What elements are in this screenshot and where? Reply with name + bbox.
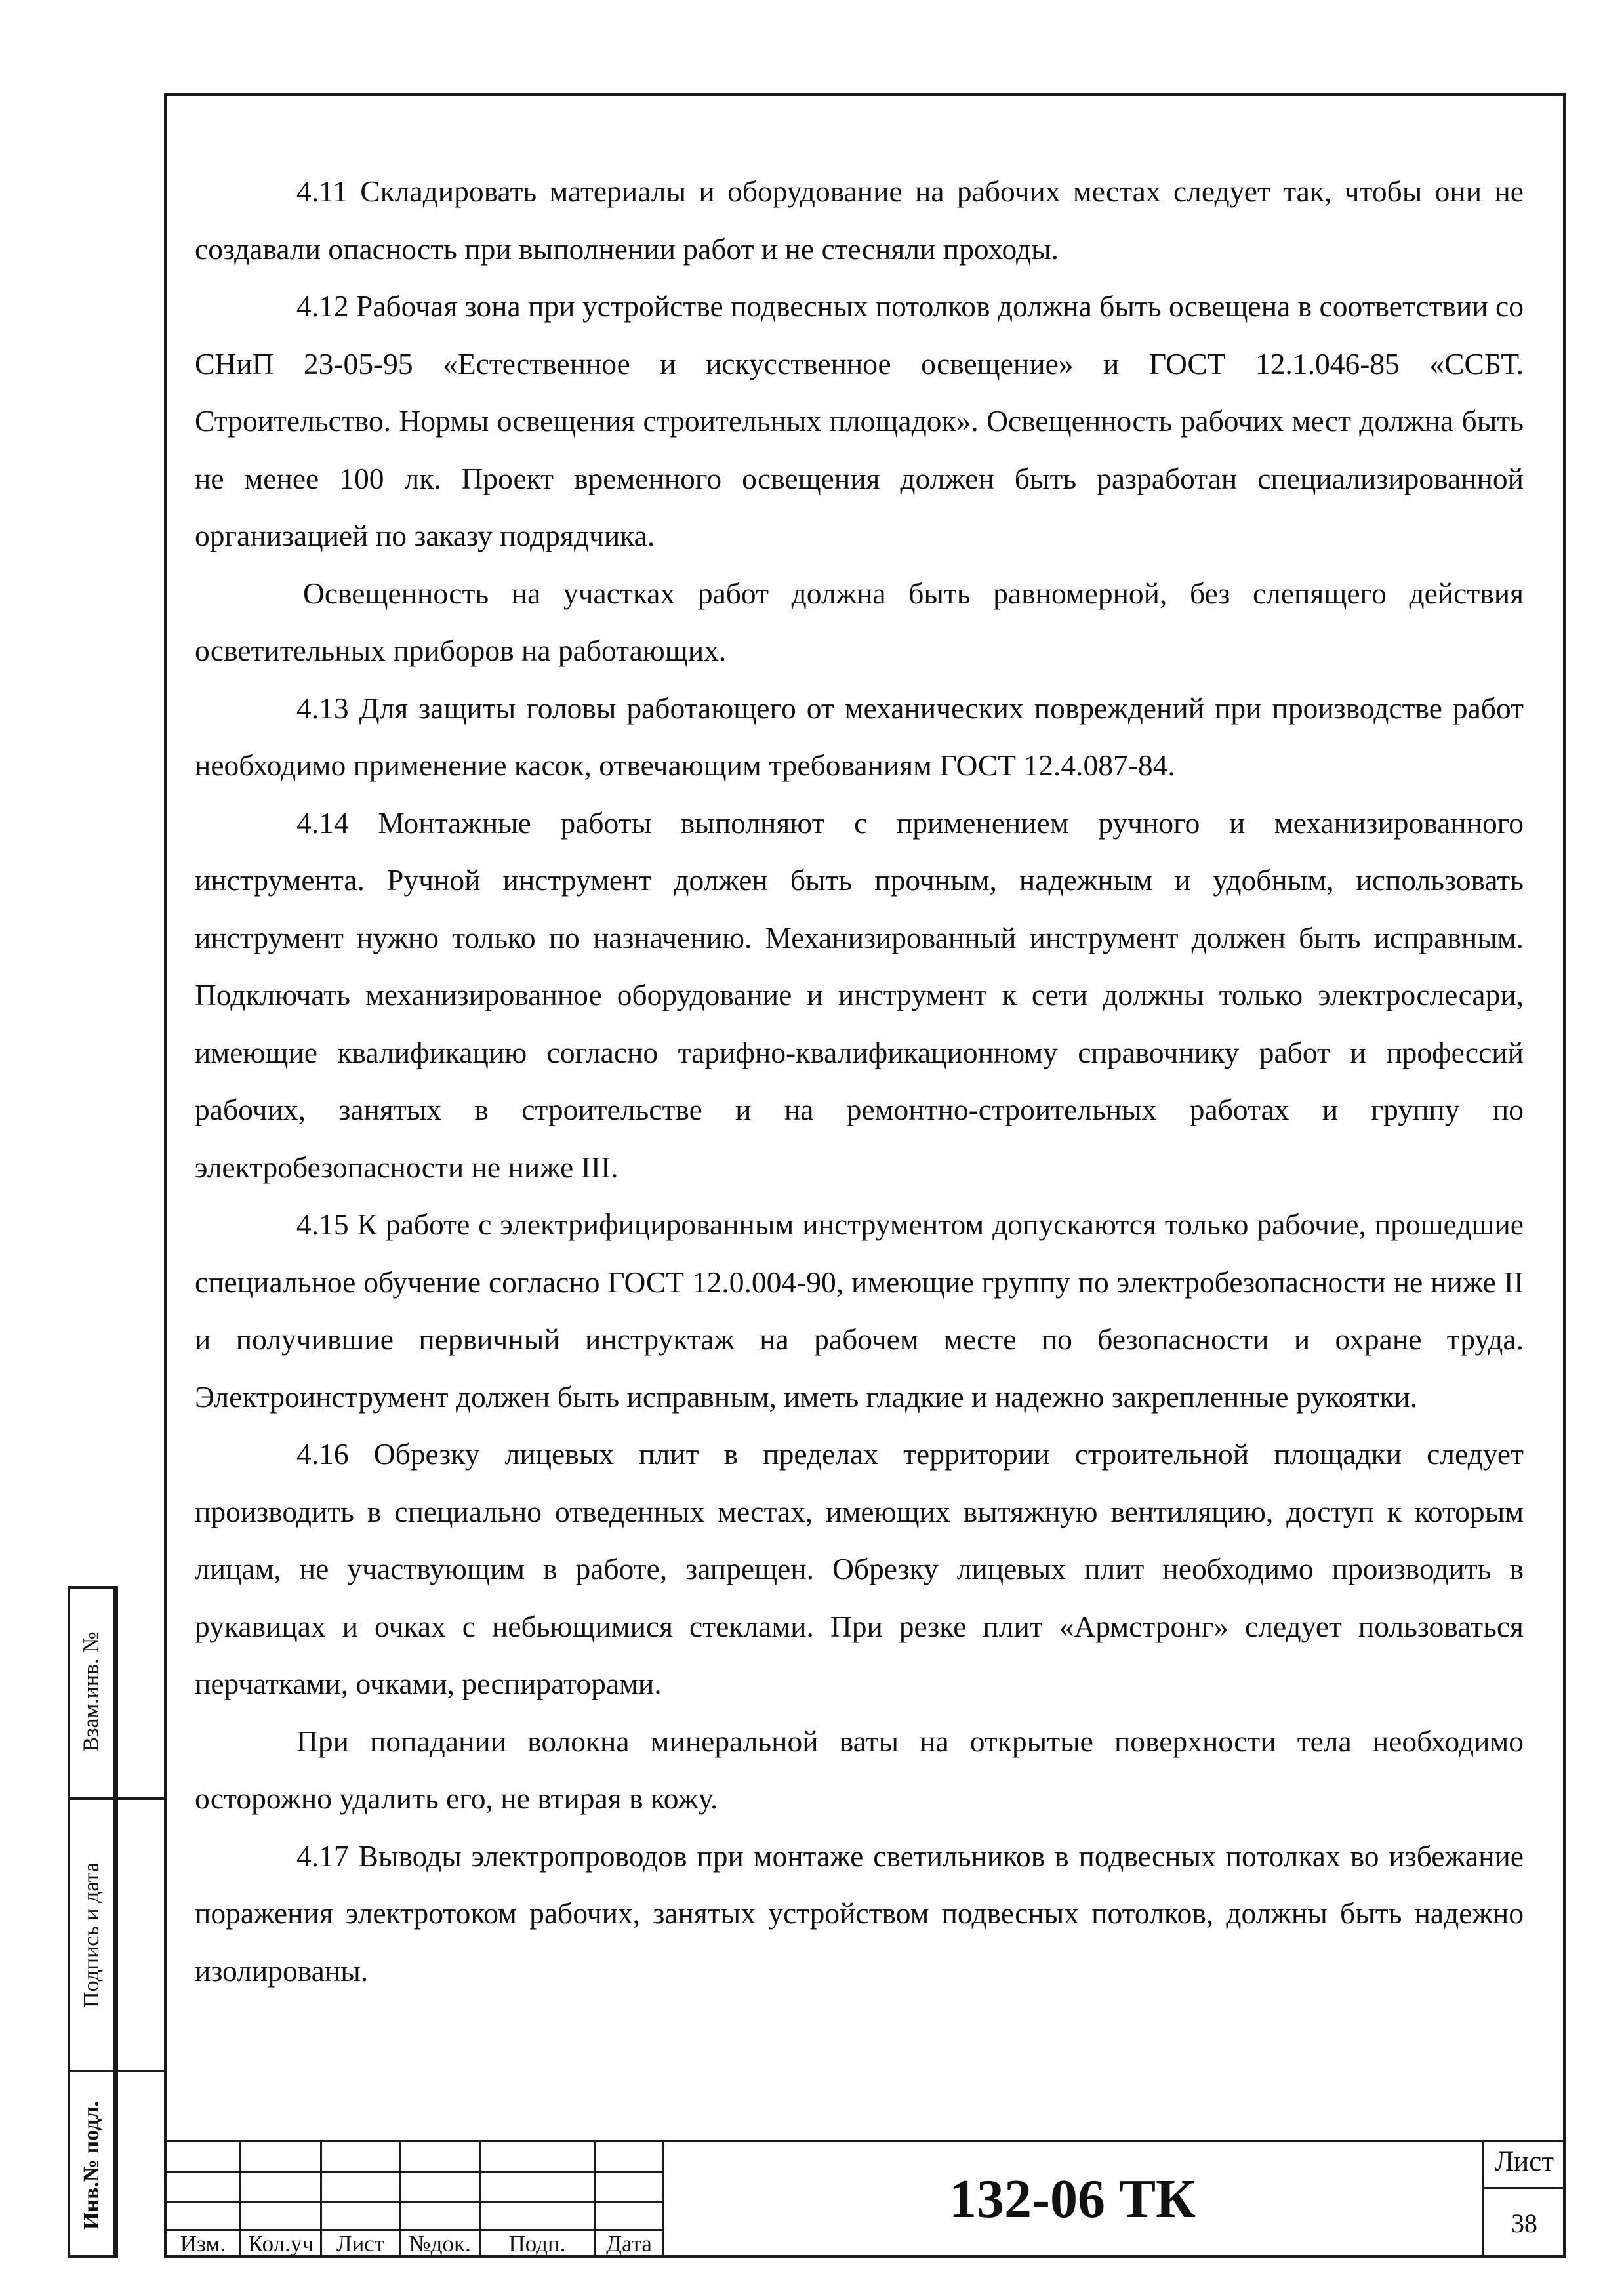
replace-inv-label: Взам.инв. № [79, 1631, 104, 1752]
paragraph-4-14: 4.14 Монтажные работы выполняют с применением ручного и механизированного инструмента. Ручной инструмент должен быть прочным, надежным и удобным, использовать инструмент нужно только по назначению. Механизированный инструмент должен быть исправным. Подключать механизированное оборудование и инструмент к сети должны только электрослесари, имеющие квалификацию согласно тарифно-квалификационному справочнику работ и профессий рабочих, занятых в строительстве и на ремонтно-строительных работах и группу по электробезопасности не ниже III. [195, 806, 1524, 1184]
signature-date-cell [68, 1800, 116, 2070]
paragraph-4-13: 4.13 Для защиты головы работающего от механических повреждений при производстве работ необходимо применение касок, отвечающим требованиям ГОСТ 12.4.087-84. [195, 691, 1524, 782]
paragraph-4-12: 4.12 Рабочая зона при устройстве подвесных потолков должна быть освещена в соответствии со СНиП 23-05-95 «Естественное и искусственное освещение» и ГОСТ 12.1.046-85 «ССБТ. Строительство. Нормы освещения строительных площадок». Освещенность рабочих мест должна быть не менее 100 лк. Проект временного освещения должен быть разработан специализированной организацией по заказу подрядчика. [195, 289, 1524, 552]
col-kol-uch: Кол.уч [248, 2231, 314, 2256]
col-izm: Изм. [180, 2231, 226, 2256]
paragraph-mineral-wool: При попадании волокна минеральной ваты на открытые поверхности тела необходимо осторожно удалить его, не втирая в кожу. [195, 1724, 1524, 1815]
col-ndok: №док. [409, 2231, 471, 2256]
paragraph-4-15: 4.15 К работе с электрифицированным инструментом допускаются только рабочие, прошедшие специальное обучение согласно ГОСТ 12.0.004-90, имеющие группу по электробезопасности не ниже II и получившие первичный инструктаж на рабочем месте по безопасности и охране труда. Электроинструмент должен быть исправным, иметь гладкие и надежно закрепленные рукоятки. [195, 1208, 1524, 1414]
inv-original-cell [68, 2072, 116, 2258]
paragraph-4-17: 4.17 Выводы электропроводов при монтаже светильников в подвесных потолках во избежание поражения электротоком рабочих, занятых устройством подвесных потолков, должны быть надежно изолированы. [195, 1839, 1524, 1988]
document-body [195, 163, 1524, 1999]
paragraph-lighting-uniformity: Освещенность на участках работ должна быть равномерной, без слепящего действия осветительных приборов на работающих. [195, 576, 1524, 667]
title-block-row-line [164, 2171, 662, 2173]
paragraph-4-16: 4.16 Обрезку лицевых плит в пределах территории строительной площадки следует производить в специально отведенных местах, имеющих вытяжную вентиляцию, доступ к которым лицам, не участвующим в работе, запрещен. Обрезку лицевых плит необходимо производить в рукавицах и очках с небьющимися стеклами. При резке плит «Армстронг» следует пользоваться перчатками, очками, респираторами. [195, 1437, 1524, 1700]
sheet-number: 38 [1511, 2209, 1537, 2238]
document-code: 132-06 ТК [949, 2168, 1196, 2230]
col-podp: Подп. [508, 2231, 566, 2256]
title-block-row-line [164, 2201, 662, 2203]
sheet-cell-line [1482, 2187, 1566, 2189]
col-data: Дата [606, 2231, 652, 2256]
side-stamp-blank-column [116, 1586, 169, 2258]
col-list: Лист [336, 2231, 385, 2256]
sheet-label: Лист [1494, 2146, 1554, 2177]
signature-date-label: Подпись и дата [79, 1862, 104, 2008]
replace-inv-cell [68, 1586, 116, 1797]
inv-original-label: Инв.№ подл. [79, 2100, 104, 2230]
paragraph-4-11: 4.11 Складировать материалы и оборудование на рабочих местах следует так, чтобы они не создавали опасность при выполнении работ и не стесняли проходы. [195, 174, 1524, 266]
